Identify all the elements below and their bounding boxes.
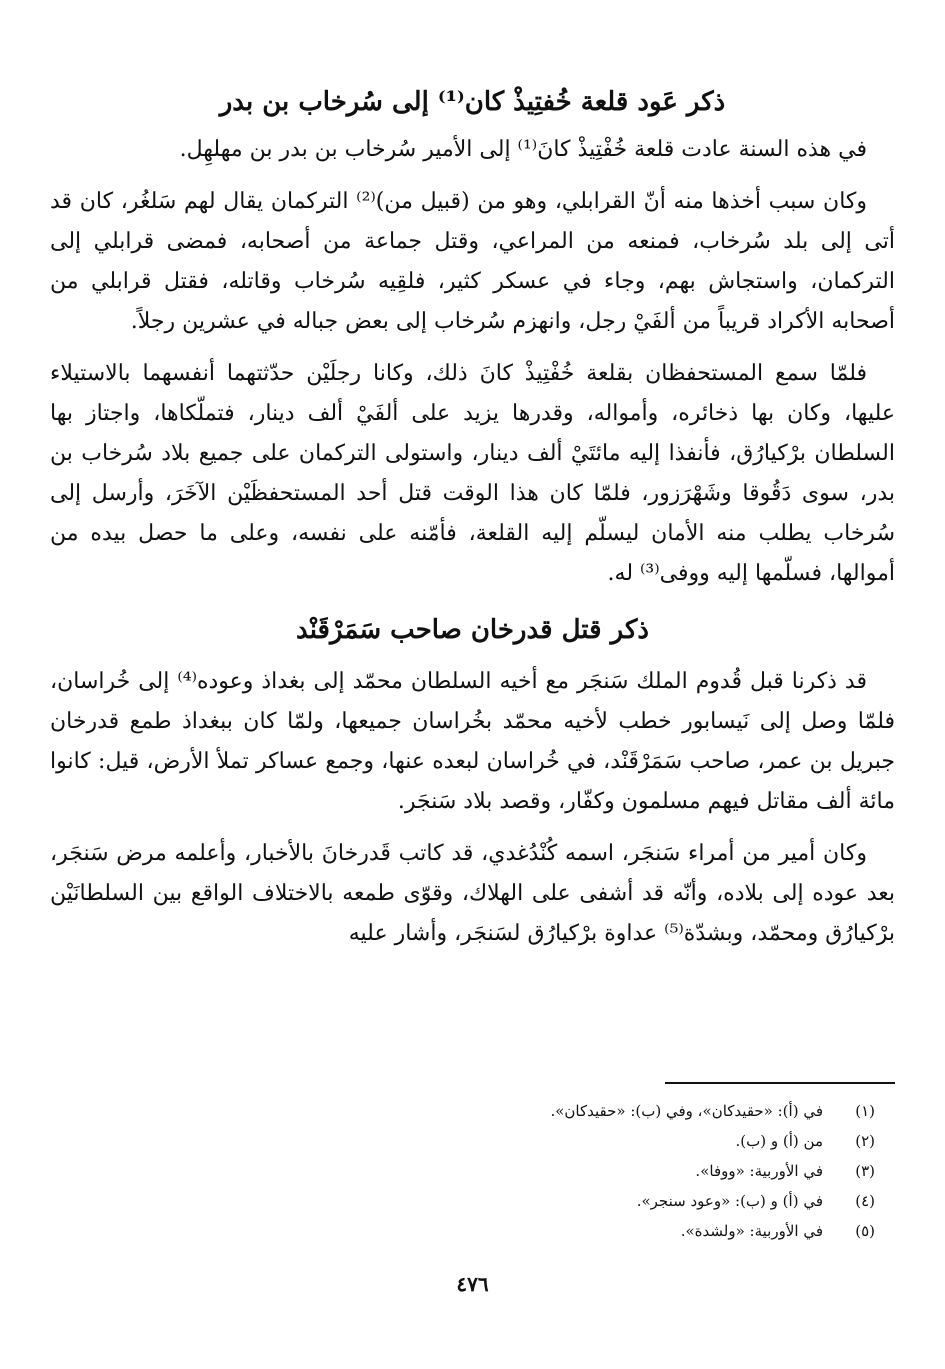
footnote-item xyxy=(50,1156,875,1186)
footnote-item xyxy=(50,1186,875,1216)
paragraph: وكان سبب أخذها منه أنّ القرابلي، وهو من (قبيل من)⁽²⁾ التركمان يقال لهم سَلغُر، كان قد أتى إلى بلد سُرخاب، فمنعه من المراعي، وقتل جماعة من أصحابه، فمضى قرابلي إلى التركمان، واستجاش بهم، وجاء في عسكر كثير، فلقِيه سُرخاب وقاتله، فقتل قرابلي من أصحابه الأكراد قريباً من ألفَيْ رجل، وانهزم سُرخاب إلى بعض جباله في عشرين رجلاً. xyxy=(50,189,895,334)
section-heading-qadrkhan: ذكر قتل قدرخان صاحب سَمَرْقَنْد xyxy=(296,615,649,645)
footnote-text: في الأوربية: «ووفا». xyxy=(695,1162,823,1180)
page-number: ٤٧٦ xyxy=(456,1272,489,1296)
footnote-divider xyxy=(665,1082,895,1084)
footnote-number: (٢) xyxy=(855,1132,875,1150)
footnote-text: في (أ): «حقيدكان»، وفي (ب): «حقيدكان». xyxy=(550,1102,823,1120)
section-heading-khuftiz: ذكر عَود قلعة خُفتِيذْ كان⁽¹⁾ إلى سُرخاب بن بدر xyxy=(219,87,726,117)
paragraph: وكان أمير من أمراء سَنجَر، اسمه كُنْدُغدي، قد كاتب قَدرخانَ بالأخبار، وأعلمه مرض سَنجَر، بعد عوده إلى بلاده، وأنّه قد أشفى على الهلاك، وقوّى طمعه بالاختلاف الواقع بين السلطانَيْن برْكيارُق ومحمّد، وبشدّة⁽⁵⁾ عداوة برْكيارُق لسَنجَر، وأشار عليه xyxy=(50,841,895,946)
footnote-number: (٤) xyxy=(855,1192,875,1210)
footnote-text: في الأوربية: «ولشدة». xyxy=(680,1222,823,1240)
footnote-text: من (أ) و (ب). xyxy=(735,1132,823,1150)
footnote-number: (٥) xyxy=(855,1222,875,1240)
paragraph: قد ذكرنا قبل قُدوم الملك سَنجَر مع أخيه السلطان محمّد إلى بغداذ وعوده⁽⁴⁾ إلى خُراسان، فلمّا وصل إلى نَيسابور خطب لأخيه محمّد بخُراسان جميعها، ولمّا كان ببغداذ طمع قدرخان جبريل بن عمر، صاحب سَمَرْقَنْد، في خُراسان لبعده عنها، وجمع عساكر تملأ الأرض، قيل: كانوا مائة ألف مقاتل فيهم مسلمون وكفّار، وقصد بلاد سَنجَر. xyxy=(50,669,895,814)
footnote-text: في (أ) و (ب): «وعود سنجر». xyxy=(636,1192,823,1210)
book-page xyxy=(50,80,895,1369)
footnote-item xyxy=(50,1216,875,1246)
footnote-number: (٣) xyxy=(855,1162,875,1180)
footnotes xyxy=(50,1096,875,1246)
footnote-number: (١) xyxy=(855,1102,875,1120)
paragraph: في هذه السنة عادت قلعة خُفْتِيذْ كانَ⁽¹⁾ إلى الأمير سُرخاب بن بدر بن مهلهِل. xyxy=(179,137,867,162)
paragraph: فلمّا سمع المستحفظان بقلعة خُفْتِيذْ كانَ ذلك، وكانا رجلَيْن حدّثتهما أنفسهما بالاستيلاء عليها، وكان بها ذخائره، وأمواله، وقدرها يزيد على ألفَيْ ألف دينار، فتملّكاها، واجتاز بها السلطان برْكيارُق، فأنفذا إليه مائتَيْ ألف دينار، واستولى التركمان على جميع بلاد سُرخاب بن بدر، سوى دَقُوقا وشَهْرَزور، فلمّا كان هذا الوقت قتل أحد المستحفظَيْن الآخَرَ، وأرسل إلى سُرخاب يطلب منه الأمان ليسلّم إليه القلعة، فأمّنه على نفسه، وعلى ما حصل بيده من أموالها، فسلّمها إليه ووفى⁽³⁾ له. xyxy=(50,361,896,586)
footnote-item xyxy=(50,1126,875,1156)
footnote-item xyxy=(50,1096,875,1126)
